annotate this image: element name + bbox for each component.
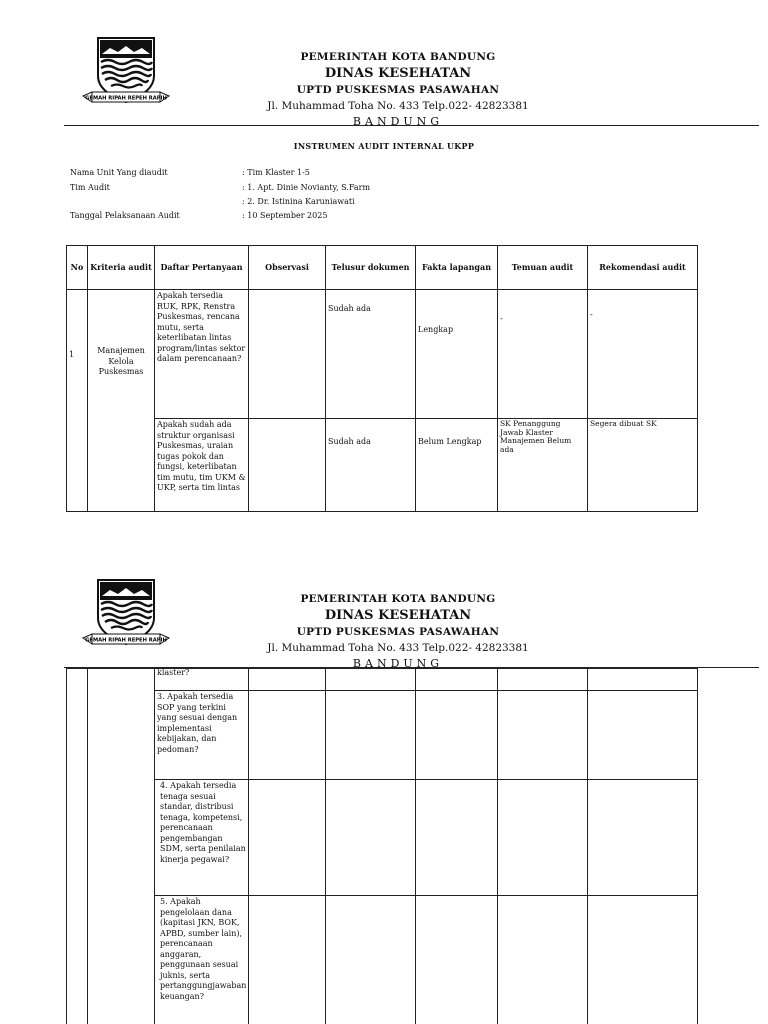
cell-temuan: [498, 691, 588, 780]
bandung-city-seal-icon: [80, 578, 172, 650]
table-header-row: [67, 246, 698, 290]
cell-observasi: [249, 290, 326, 419]
cell-telusur: [326, 669, 416, 691]
cell-telusur: [326, 896, 416, 1024]
logo-motto-text: GEMAH RIPAH REPEH RAPIH: [85, 637, 167, 644]
letterhead-government: PEMERINTAH KOTA BANDUNG: [300, 51, 496, 63]
cell-telusur: [326, 691, 416, 780]
cell-telusur: Sudah ada: [326, 419, 416, 512]
letterhead-unit: UPTD PUSKESMAS PASAWAHAN: [296, 84, 500, 96]
cell-temuan: [498, 780, 588, 896]
letterhead-unit: UPTD PUSKESMAS PASAWAHAN: [296, 626, 500, 638]
info-value: : 10 September 2025: [242, 211, 328, 220]
cell-fakta: Belum Lengkap: [416, 419, 498, 512]
cell-pertanyaan: 3. Apakah tersedia SOP yang terkini yang sesuai dengan implementasi kebijakan, dan pedoman?: [155, 691, 249, 780]
cell-kriteria: [88, 669, 155, 1024]
cell-no: 1: [67, 290, 88, 512]
logo-motto-text: GEMAH RIPAH REPEH RAPIH: [85, 95, 167, 102]
header-no: No: [67, 246, 88, 290]
cell-fakta: [416, 896, 498, 1024]
header-kriteria: Kriteria audit: [88, 246, 155, 290]
table-row: [67, 419, 698, 512]
cell-observasi: [249, 419, 326, 512]
info-value: : 1. Apt. Dinie Novianty, S.Farm: [242, 183, 371, 192]
info-value: : Tim Klaster 1-5: [242, 168, 310, 177]
cell-fakta: Lengkap: [416, 290, 498, 419]
header-temuan: Temuan audit: [498, 246, 588, 290]
cell-rekomendasi: Segera dibuat SK: [588, 419, 698, 512]
letterhead-address: Jl. Muhammad Toha No. 433 Telp.022- 42823381: [267, 642, 529, 654]
info-value: : 2. Dr. Istinina Karuniawati: [242, 197, 355, 206]
bandung-city-seal-icon: [80, 36, 172, 108]
cell-fakta: [416, 780, 498, 896]
audit-table-continued: [66, 668, 698, 1024]
letterhead-divider: [64, 125, 759, 126]
cell-pertanyaan: 5. Apakah pengelolaan dana (kapitasi JKN, BOK, APBD, sumber lain), perencanaan anggaran, penggunaan sesuai juknis, serta pertanggungjawaban keuangan?: [155, 896, 249, 1024]
header-rekomendasi: Rekomendasi audit: [588, 246, 698, 290]
header-pertanyaan: Daftar Pertanyaan: [155, 246, 249, 290]
letterhead-government: PEMERINTAH KOTA BANDUNG: [300, 593, 496, 605]
letterhead-agency: DINAS KESEHATAN: [324, 608, 472, 623]
cell-temuan: [498, 896, 588, 1024]
letterhead-agency: DINAS KESEHATAN: [324, 66, 472, 81]
cell-pertanyaan: Apakah tersedia RUK, RPK, Renstra Puskesmas, rencana mutu, serta keterlibatan lintas program/lintas sektor dalam perencanaan?: [155, 290, 249, 419]
cell-kriteria: Manajemen Kelola Puskesmas: [88, 290, 155, 512]
cell-pertanyaan: klaster?: [155, 669, 249, 691]
cell-pertanyaan: Apakah sudah ada struktur organisasi Puskesmas, uraian tugas pokok dan fungsi, keterlibatan tim mutu, tim UKM & UKP, serta tim lintas: [155, 419, 249, 512]
document-title: INSTRUMEN AUDIT INTERNAL UKPP: [293, 141, 475, 151]
letterhead-city: BANDUNG: [352, 657, 444, 670]
header-fakta: Fakta lapangan: [416, 246, 498, 290]
cell-observasi: [249, 780, 326, 896]
info-label: Tanggal Pelaksanaan Audit: [70, 211, 180, 220]
header-observasi: Observasi: [249, 246, 326, 290]
cell-rekomendasi: [588, 691, 698, 780]
cell-fakta: [416, 669, 498, 691]
document-page-2: [0, 560, 768, 1024]
letterhead-city: BANDUNG: [352, 115, 444, 128]
info-label: Tim Audit: [70, 183, 110, 192]
info-label: Nama Unit Yang diaudit: [70, 168, 168, 177]
cell-temuan: SK Penanggung Jawab Klaster Manajemen Belum ada: [498, 419, 588, 512]
cell-rekomendasi: [588, 896, 698, 1024]
cell-rekomendasi: -: [588, 290, 698, 419]
letterhead: [250, 592, 546, 671]
cell-no: [67, 669, 88, 1024]
cell-observasi: [249, 669, 326, 691]
letterhead-address: Jl. Muhammad Toha No. 433 Telp.022- 42823381: [267, 100, 529, 112]
cell-pertanyaan: 4. Apakah tersedia tenaga sesuai standar, distribusi tenaga, kompetensi, perencanaan pengembangan SDM, serta penilaian kinerja pegawai?: [155, 780, 249, 896]
table-row: [67, 691, 698, 780]
table-row: [67, 669, 698, 691]
table-row: [67, 780, 698, 896]
cell-temuan: -: [498, 290, 588, 419]
table-row: [67, 896, 698, 1024]
cell-telusur: [326, 780, 416, 896]
cell-telusur: Sudah ada: [326, 290, 416, 419]
cell-observasi: [249, 691, 326, 780]
cell-fakta: [416, 691, 498, 780]
audit-table: [66, 245, 698, 512]
cell-observasi: [249, 896, 326, 1024]
cell-rekomendasi: [588, 780, 698, 896]
table-row: [67, 290, 698, 419]
cell-rekomendasi: [588, 669, 698, 691]
letterhead: [250, 50, 546, 129]
header-telusur: Telusur dokumen: [326, 246, 416, 290]
cell-temuan: [498, 669, 588, 691]
